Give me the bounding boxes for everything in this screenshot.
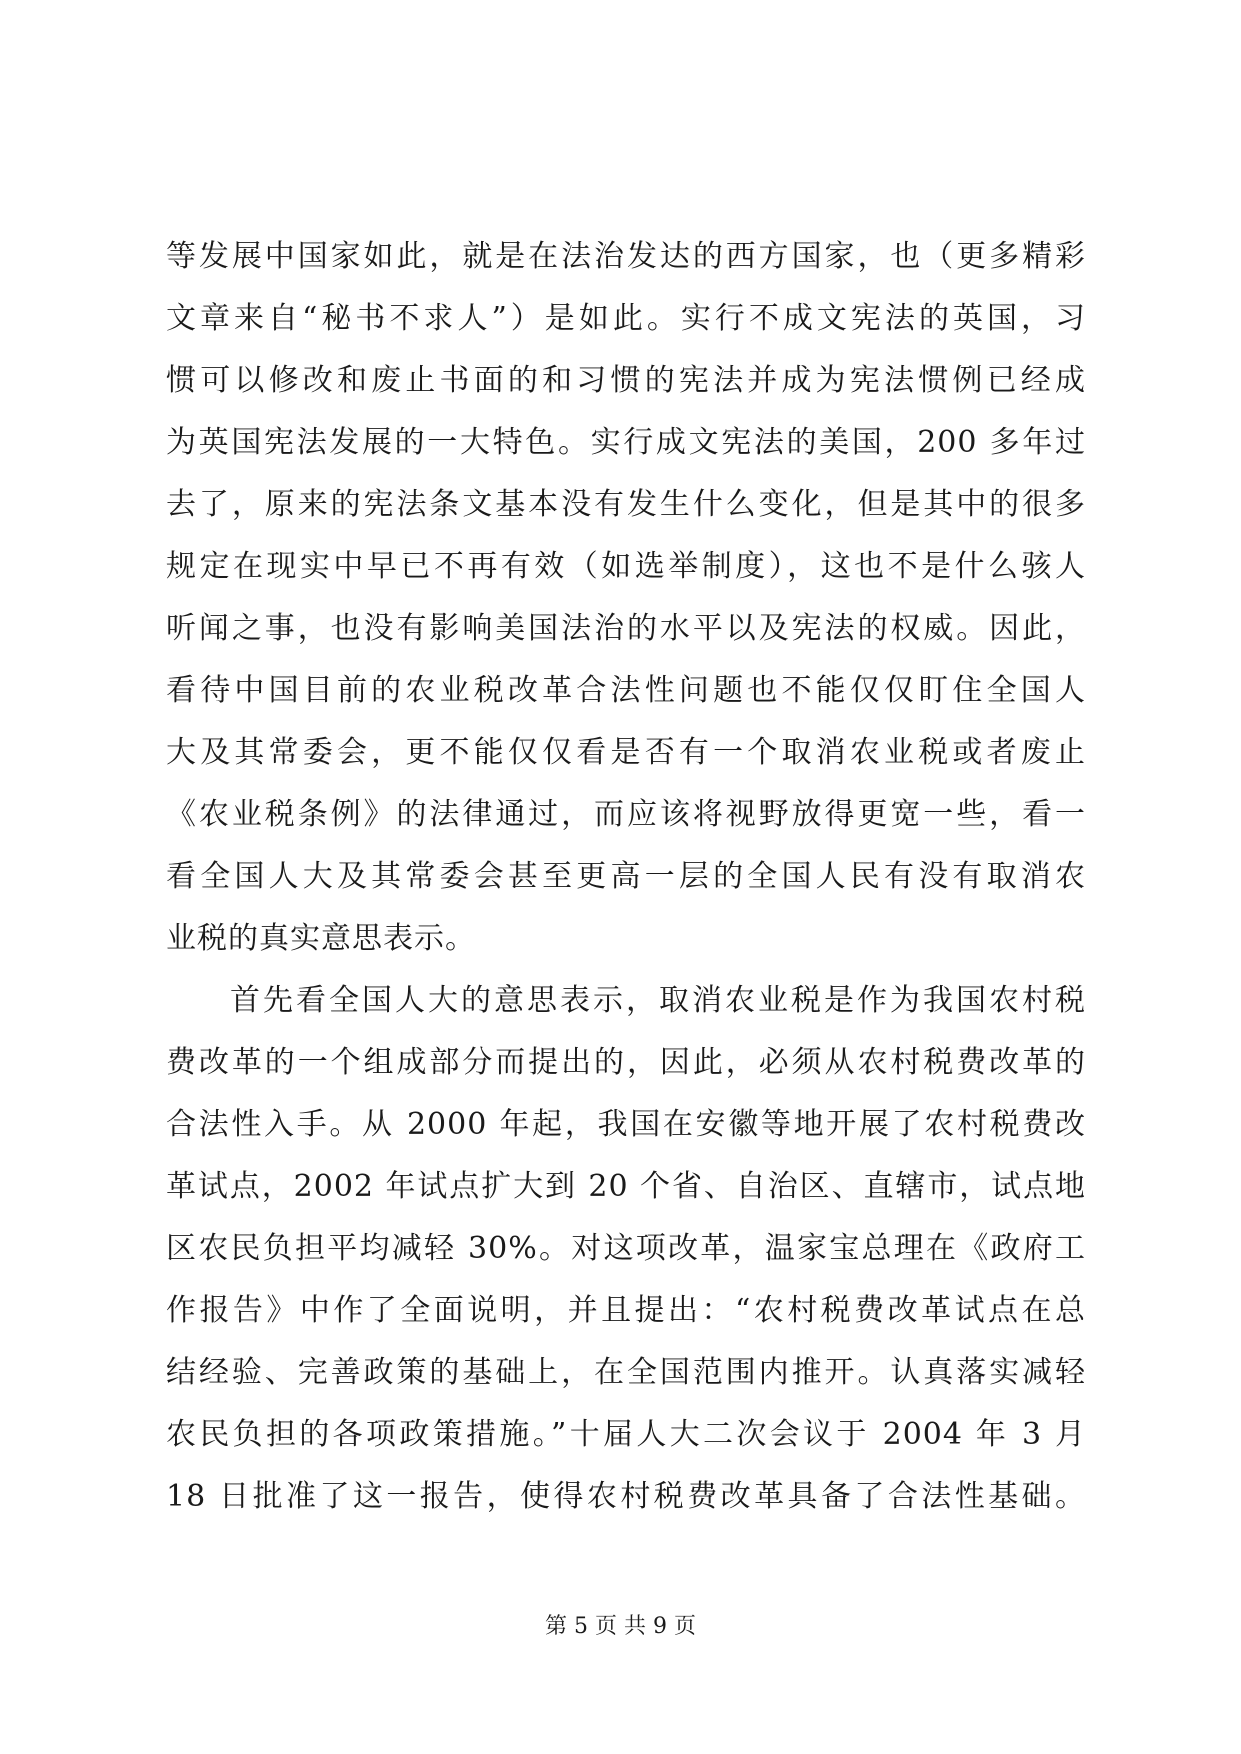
text-line: 听闻之事，也没有影响美国法治的水平以及宪法的权威。因此， (166, 611, 1086, 646)
paragraph-1 (166, 226, 1086, 970)
text-line: 首先看全国人大的意思表示，取消农业税是作为我国农村税 (230, 983, 1086, 1018)
text-line: 去了，原来的宪法条文基本没有发生什么变化，但是其中的很多 (166, 487, 1086, 522)
text-line: 《农业税条例》的法律通过，而应该将视野放得更宽一些，看一 (166, 797, 1086, 832)
text-line: 结经验、完善政策的基础上，在全国范围内推开。认真落实减轻 (166, 1355, 1086, 1390)
text-line: 规定在现实中早已不再有效（如选举制度），这也不是什么骇人 (166, 549, 1086, 584)
text-line: 等发展中国家如此，就是在法治发达的西方国家，也（更多精彩 (166, 239, 1086, 274)
text-line: 业税的真实意思表示。 (166, 921, 476, 956)
text-line: 看待中国目前的农业税改革合法性问题也不能仅仅盯住全国人 (166, 673, 1086, 708)
text-line: 18 日批准了这一报告，使得农村税费改革具备了合法性基础。 (166, 1479, 1086, 1514)
text-line: 农民负担的各项政策措施。”十届人大二次会议于 2004 年 3 月 (166, 1417, 1086, 1452)
text-line: 区农民负担平均减轻 30%。对这项改革，温家宝总理在《政府工 (166, 1231, 1086, 1266)
text-line: 文章来自“秘书不求人”）是如此。实行不成文宪法的英国，习 (166, 301, 1086, 336)
text-line: 惯可以修改和废止书面的和习惯的宪法并成为宪法惯例已经成 (166, 363, 1086, 398)
text-line: 费改革的一个组成部分而提出的，因此，必须从农村税费改革的 (166, 1045, 1086, 1080)
text-line: 革试点，2002 年试点扩大到 20 个省、自治区、直辖市，试点地 (166, 1169, 1086, 1204)
text-line: 大及其常委会，更不能仅仅看是否有一个取消农业税或者废止 (166, 735, 1086, 770)
document-body (166, 226, 1086, 1528)
text-line: 为英国宪法发展的一大特色。实行成文宪法的美国，200 多年过 (166, 425, 1086, 460)
paragraph-2 (166, 970, 1086, 1528)
text-line: 合法性入手。从 2000 年起，我国在安徽等地开展了农村税费改 (166, 1107, 1086, 1142)
page-number-footer: 第 5 页 共 9 页 (545, 1614, 696, 1639)
text-line: 作报告》中作了全面说明，并且提出：“农村税费改革试点在总 (166, 1293, 1086, 1328)
text-line: 看全国人大及其常委会甚至更高一层的全国人民有没有取消农 (166, 859, 1086, 894)
